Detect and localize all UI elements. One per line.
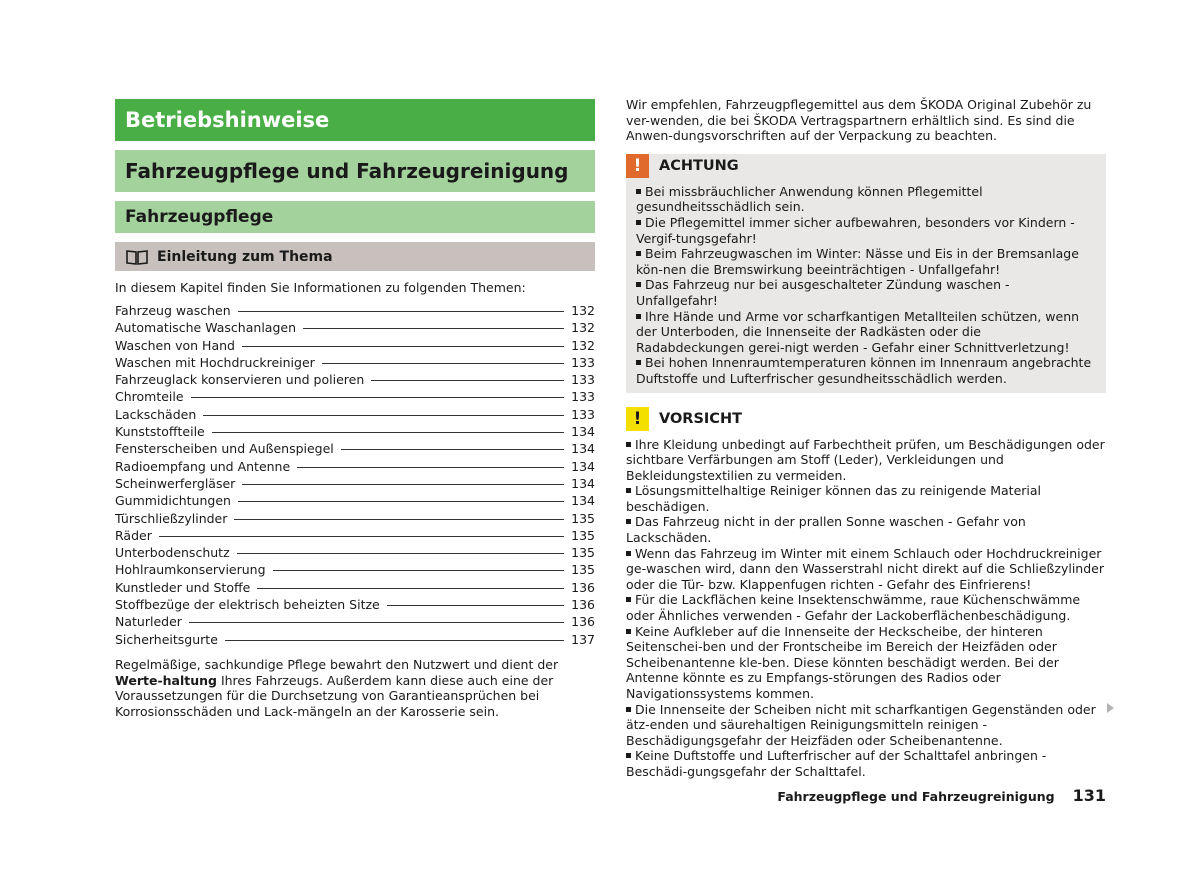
- toc-leader-line: [212, 432, 564, 433]
- toc-leader-line: [203, 415, 564, 416]
- toc-entry: [115, 423, 595, 440]
- toc-entry: [115, 319, 595, 336]
- toc-leader-line: [189, 622, 564, 623]
- toc-entry-page: 136: [571, 614, 595, 630]
- bullet-item: [636, 355, 1092, 386]
- toc-entry-page: 136: [571, 579, 595, 595]
- toc-entry-title: Radioempfang und Antenne: [115, 458, 291, 474]
- book-icon: [125, 249, 149, 265]
- bullet-square-icon: [626, 551, 631, 556]
- toc-leader-line: [242, 346, 564, 347]
- toc-entry-title: Kunstleder und Stoffe: [115, 579, 251, 595]
- care-paragraph-bold: Werte-haltung: [115, 672, 217, 688]
- toc-leader-line: [303, 328, 564, 329]
- toc-entry: [115, 492, 595, 509]
- toc-entry-page: 134: [571, 458, 595, 474]
- toc-leader-line: [297, 467, 564, 468]
- bullet-square-icon: [626, 519, 631, 524]
- bullet-text: Keine Aufkleber auf die Innenseite der Heckscheibe, der hinteren Seitenschei-ben und der Frontscheibe im Bereich der Heizfäden oder Scheibenantenne kle-ben. Diese könnten beschädigt werden. Bei der Antenne könnte es zu Empfangs-störungen des Radios oder Navigationssystems kommen.: [626, 623, 1059, 701]
- bullet-square-icon: [626, 753, 631, 758]
- warning-title: ACHTUNG: [659, 157, 739, 174]
- toc-leader-line: [225, 640, 564, 641]
- toc-entry-page: 135: [571, 562, 595, 578]
- toc-leader-line: [371, 380, 564, 381]
- toc-entry-title: Hohlraumkonservierung: [115, 562, 266, 578]
- toc-entry: [115, 337, 595, 354]
- toc-entry-page: 137: [571, 631, 595, 647]
- toc-leader-line: [322, 363, 564, 364]
- bullet-item: [626, 702, 1106, 749]
- bullet-square-icon: [636, 189, 641, 194]
- toc-entry-page: 132: [571, 320, 595, 336]
- toc-entry: [115, 458, 595, 475]
- care-paragraph-part-1: Regelmäßige, sachkundige Pflege bewahrt den Nutzwert und dient der: [115, 656, 559, 672]
- toc-leader-line: [387, 605, 564, 606]
- care-paragraph: [115, 657, 595, 719]
- toc-entry-title: Chromteile: [115, 389, 184, 405]
- toc-entry: [115, 579, 595, 596]
- toc-entry: [115, 371, 595, 388]
- toc-entry-page: 134: [571, 475, 595, 491]
- toc-entry-page: 133: [571, 406, 595, 422]
- caution-list: [626, 437, 1106, 780]
- toc-entry-page: 134: [571, 493, 595, 509]
- bullet-text: Bei missbräuchlicher Anwendung können Pflegemittel gesundheitsschädlich sein.: [636, 183, 983, 215]
- bullet-text: Keine Duftstoffe und Lufterfrischer auf der Schalttafel anbringen - Beschädi-gungsgefahr der Schalttafel.: [626, 748, 1047, 779]
- bullet-text: Beim Fahrzeugwaschen im Winter: Nässe und Eis in der Bremsanlage kön-nen die Bremswirkung beeinträchtigen - Unfallgefahr!: [636, 246, 1079, 277]
- toc-entry: [115, 527, 595, 544]
- bullet-item: [636, 309, 1092, 356]
- toc-entry-page: 134: [571, 441, 595, 457]
- toc-entry: [115, 510, 595, 527]
- footer-chapter-title: Fahrzeugpflege und Fahrzeugreinigung: [777, 789, 1055, 804]
- toc-entry: [115, 631, 595, 648]
- bullet-item: [626, 624, 1106, 702]
- toc-leader-line: [238, 501, 564, 502]
- toc-entry: [115, 475, 595, 492]
- bullet-item: [626, 592, 1106, 623]
- bullet-text: Wenn das Fahrzeug im Winter mit einem Schlauch oder Hochdruckreiniger ge-waschen wird, dann den Wasserstrahl nicht direkt auf die Schließzylinder oder die Tür- bzw. Klappenfugen richten - Gefahr des Einfrierens!: [626, 545, 1104, 592]
- subchapter-heading: Fahrzeugpflege: [115, 201, 595, 233]
- toc-entry-title: Naturleder: [115, 614, 182, 630]
- toc-entry-title: Räder: [115, 527, 152, 543]
- toc-entry: [115, 544, 595, 561]
- toc-entry: [115, 388, 595, 405]
- toc-entry: [115, 354, 595, 371]
- toc-entry-page: 136: [571, 597, 595, 613]
- bullet-text: Die Pflegemittel immer sicher aufbewahren, besonders vor Kindern - Vergif-tungsgefahr!: [636, 214, 1075, 246]
- toc-entry-page: 134: [571, 424, 595, 440]
- toc-entry-page: 135: [571, 510, 595, 526]
- toc-entry-title: Lackschäden: [115, 406, 197, 422]
- bullet-item: [636, 215, 1092, 246]
- toc-entry: [115, 613, 595, 630]
- bullet-square-icon: [636, 220, 641, 225]
- toc-entry: [115, 440, 595, 457]
- toc-leader-line: [273, 570, 565, 571]
- toc-entry-title: Gummidichtungen: [115, 493, 231, 509]
- toc-entry: [115, 561, 595, 578]
- toc-entry-title: Stoffbezüge der elektrisch beheizten Sitze: [115, 597, 380, 613]
- warning-box: [626, 154, 1106, 393]
- bullet-text: Die Innenseite der Scheiben nicht mit scharfkantigen Gegenständen oder ätz-enden und säurehaltigen Reinigungsmitteln reinigen - Beschädigungsgefahr der Heizfäden oder Scheibenantenne.: [626, 701, 1096, 748]
- bullet-text: Bei hohen Innenraumtemperaturen können im Innenraum angebrachte Duftstoffe und Lufterfrischer gesundheitsschädlich werden.: [636, 355, 1092, 386]
- bullet-item: [626, 437, 1106, 484]
- right-column: [626, 97, 1106, 780]
- warning-list: [626, 178, 1106, 387]
- toc-entry-title: Sicherheitsgurte: [115, 631, 218, 647]
- toc-entry: [115, 406, 595, 423]
- warning-icon: !: [626, 154, 649, 178]
- toc-entry-title: Waschen von Hand: [115, 337, 235, 353]
- toc-entry-title: Fahrzeuglack konservieren und polieren: [115, 372, 365, 388]
- toc-leader-line: [237, 553, 565, 554]
- bullet-square-icon: [636, 251, 641, 256]
- bullet-square-icon: [626, 707, 631, 712]
- left-column: [115, 99, 595, 719]
- toc-entry-page: 135: [571, 545, 595, 561]
- chapter-heading: Fahrzeugpflege und Fahrzeugreinigung: [115, 150, 595, 192]
- warning-header: [626, 154, 1106, 178]
- bullet-item: [626, 748, 1106, 779]
- toc-entry-title: Unterbodenschutz: [115, 545, 230, 561]
- toc-leader-line: [242, 484, 564, 485]
- bullet-square-icon: [626, 488, 631, 493]
- bullet-text: Ihre Kleidung unbedingt auf Farbechtheit prüfen, um Beschädigungen oder sichtbare Verfärbungen am Stoff (Leder), Verkleidungen und Bekleidungstextilien zu vermeiden.: [626, 436, 1105, 483]
- bullet-square-icon: [626, 597, 631, 602]
- toc-entry-title: Fensterscheiben und Außenspiegel: [115, 441, 334, 457]
- toc-entry-page: 133: [571, 372, 595, 388]
- page-number: 131: [1072, 786, 1106, 805]
- bullet-text: Ihre Hände und Arme vor scharfkantigen Metallteilen schützen, wenn der Unterboden, die Innenseite der Radkästen oder die Radabdeckungen gerei-nigt werden - Gefahr einer Schnittverletzung!: [636, 308, 1080, 355]
- toc-entry: [115, 596, 595, 613]
- section-heading: Betriebshinweise: [115, 99, 595, 141]
- caution-header: [626, 407, 1106, 431]
- bullet-text: Für die Lackflächen keine Insektenschwämme, raue Küchenschwämme oder Ähnliches verwenden - Gefahr der Lackoberflächenbeschädigung.: [626, 592, 1081, 624]
- toc-entry-page: 133: [571, 389, 595, 405]
- toc-leader-line: [159, 536, 564, 537]
- bullet-text: Lösungsmittelhaltige Reiniger können das zu reinigende Material beschädigen.: [626, 483, 1042, 514]
- topic-heading-label: Einleitung zum Thema: [157, 248, 333, 265]
- toc-leader-line: [257, 588, 564, 589]
- bullet-item: [626, 483, 1106, 514]
- bullet-square-icon: [626, 442, 631, 447]
- page-footer: [600, 786, 1106, 805]
- bullet-item: [626, 546, 1106, 593]
- toc-intro: In diesem Kapitel finden Sie Informationen zu folgenden Themen:: [115, 280, 526, 295]
- toc-entry-title: Fahrzeug waschen: [115, 303, 231, 318]
- toc-entry-title: Scheinwerfergläser: [115, 475, 236, 491]
- toc-leader-line: [191, 397, 565, 398]
- toc-leader-line: [341, 449, 564, 450]
- topic-heading: [115, 242, 595, 271]
- continue-arrow-icon: [1107, 703, 1114, 713]
- toc-entry-title: Automatische Waschanlagen: [115, 320, 296, 336]
- toc-entry-title: Kunststoffteile: [115, 424, 205, 440]
- caution-icon: !: [626, 407, 649, 431]
- toc-leader-line: [234, 519, 564, 520]
- toc-entry-page: 132: [571, 303, 595, 318]
- bullet-text: Das Fahrzeug nicht in der prallen Sonne waschen - Gefahr von Lackschäden.: [626, 514, 1026, 546]
- toc-entry-page: 135: [571, 527, 595, 543]
- bullet-square-icon: [636, 360, 641, 365]
- bullet-item: [636, 277, 1092, 308]
- bullet-item: [626, 514, 1106, 545]
- caution-title: VORSICHT: [659, 410, 742, 427]
- bullet-item: [636, 246, 1092, 277]
- toc-entry-title: Waschen mit Hochdruckreiniger: [115, 354, 315, 370]
- toc-leader-line: [238, 311, 564, 312]
- table-of-contents: [115, 302, 595, 648]
- toc-entry-page: 133: [571, 354, 595, 370]
- bullet-item: [636, 184, 1092, 215]
- toc-entry-title: Türschließzylinder: [115, 510, 228, 526]
- bullet-square-icon: [636, 314, 641, 319]
- bullet-square-icon: [636, 282, 641, 287]
- recommendation-paragraph: Wir empfehlen, Fahrzeugpflegemittel aus dem ŠKODA Original Zubehör zu ver-wenden, die bei ŠKODA Vertragspartnern erhältlich sind. Es sind die Anwen-dungsvorschriften auf der Verpackung zu beachten.: [626, 97, 1092, 144]
- toc-entry: [115, 302, 595, 319]
- care-paragraph-part-2: Ihres Fahrzeugs. Außerdem kann diese auch eine der Voraussetzungen für die Durchsetzung von Garantieansprüchen bei Korrosionsschäden und Lack-mängeln an der Karosserie sein.: [115, 672, 554, 719]
- bullet-square-icon: [626, 629, 631, 634]
- toc-entry-page: 132: [571, 337, 595, 353]
- bullet-text: Das Fahrzeug nur bei ausgeschalteter Zündung waschen - Unfallgefahr!: [636, 277, 1010, 308]
